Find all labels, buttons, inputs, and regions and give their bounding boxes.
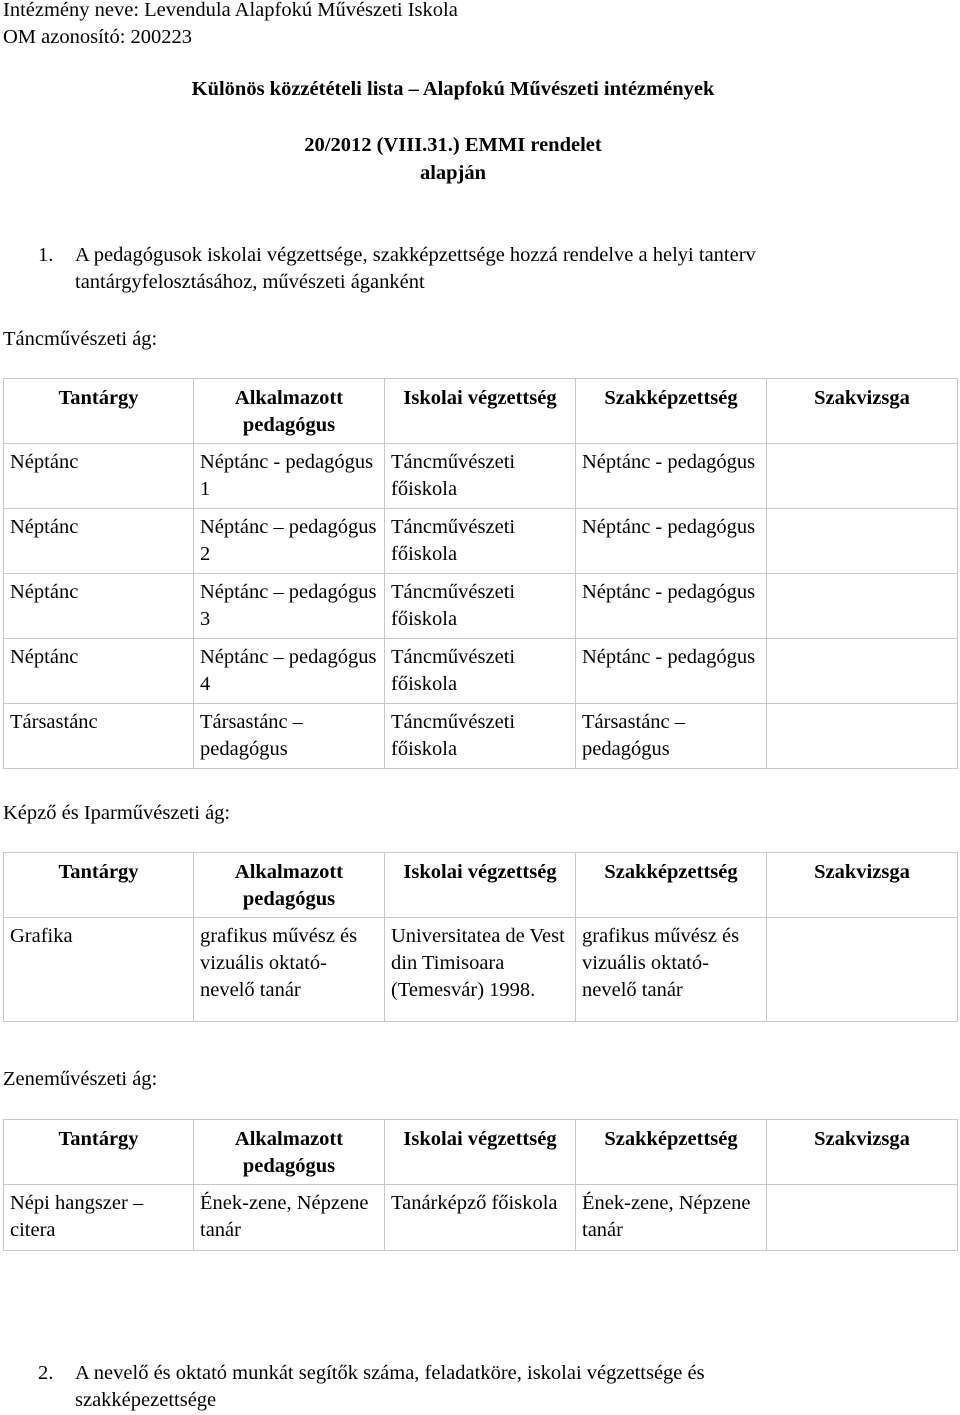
- cell-education: Táncművészeti főiskola: [385, 509, 576, 574]
- column-header-subject: Tantárgy: [4, 379, 194, 444]
- document-title: Különös közzétételi lista – Alapfokú Művészeti intézmények: [191, 78, 715, 100]
- cell-exam: [767, 704, 958, 769]
- table-row: [4, 444, 958, 509]
- section2-heading-2: szakképezettsége: [75, 1389, 217, 1411]
- cell-subject: Néptánc: [4, 639, 194, 704]
- document-subtitle-2: alapján: [419, 162, 487, 184]
- cell-qualification: Néptánc - pedagógus: [576, 509, 767, 574]
- table-header-row: [4, 1120, 958, 1185]
- table-row: [4, 1185, 958, 1251]
- dance-table: [3, 378, 958, 769]
- cell-education: Tanárképző főiskola: [385, 1185, 576, 1251]
- cell-qualification: Néptánc - pedagógus: [576, 574, 767, 639]
- branch-label-music: Zeneművészeti ág:: [3, 1068, 158, 1090]
- cell-subject: Népi hangszer – citera: [4, 1185, 194, 1251]
- column-header-exam: Szakvizsga: [767, 853, 958, 918]
- cell-qualification: Néptánc - pedagógus: [576, 639, 767, 704]
- column-header-teacher: Alkalmazott pedagógus: [194, 379, 385, 444]
- cell-exam: [767, 509, 958, 574]
- section2-number: 2.: [38, 1362, 54, 1384]
- table-row: [4, 918, 958, 1022]
- cell-teacher: Ének-zene, Népzene tanár: [194, 1185, 385, 1251]
- cell-subject: Társastánc: [4, 704, 194, 769]
- column-header-teacher: Alkalmazott pedagógus: [194, 1120, 385, 1185]
- cell-education: Táncművészeti főiskola: [385, 704, 576, 769]
- branch-label-fine-arts: Képző és Iparművészeti ág:: [3, 802, 231, 824]
- cell-education: Universitatea de Vest din Timisoara (Temesvár) 1998.: [385, 918, 576, 1022]
- section1-heading: A pedagógusok iskolai végzettsége, szakképzettsége hozzá rendelve a helyi tanterv: [75, 244, 756, 266]
- column-header-qualification: Szakképzettség: [576, 379, 767, 444]
- cell-education: Táncművészeti főiskola: [385, 574, 576, 639]
- column-header-education: Iskolai végzettség: [385, 853, 576, 918]
- cell-subject: Néptánc: [4, 574, 194, 639]
- cell-teacher: Néptánc - pedagógus 1: [194, 444, 385, 509]
- column-header-education: Iskolai végzettség: [385, 379, 576, 444]
- cell-qualification: Néptánc - pedagógus: [576, 444, 767, 509]
- document-subtitle: 20/2012 (VIII.31.) EMMI rendelet: [304, 134, 602, 156]
- column-header-qualification: Szakképzettség: [576, 1120, 767, 1185]
- table-row: [4, 574, 958, 639]
- table-header-row: [4, 379, 958, 444]
- cell-qualification: grafikus művész és vizuális oktató-nevelő tanár: [576, 918, 767, 1022]
- cell-teacher: Néptánc – pedagógus 3: [194, 574, 385, 639]
- section1-number: 1.: [38, 244, 54, 266]
- column-header-qualification: Szakképzettség: [576, 853, 767, 918]
- section1-heading-2: tantárgyfelosztásához, művészeti áganként: [75, 271, 425, 293]
- cell-qualification: Társastánc – pedagógus: [576, 704, 767, 769]
- cell-education: Táncművészeti főiskola: [385, 444, 576, 509]
- cell-exam: [767, 444, 958, 509]
- column-header-subject: Tantárgy: [4, 853, 194, 918]
- cell-teacher: Társastánc – pedagógus: [194, 704, 385, 769]
- branch-label-dance: Táncművészeti ág:: [3, 328, 158, 350]
- column-header-exam: Szakvizsga: [767, 1120, 958, 1185]
- cell-teacher: Néptánc – pedagógus 4: [194, 639, 385, 704]
- column-header-subject: Tantárgy: [4, 1120, 194, 1185]
- section2-heading: A nevelő és oktató munkát segítők száma, feladatköre, iskolai végzettsége és: [75, 1362, 705, 1384]
- cell-subject: Néptánc: [4, 509, 194, 574]
- cell-exam: [767, 574, 958, 639]
- column-header-exam: Szakvizsga: [767, 379, 958, 444]
- cell-teacher: grafikus művész és vizuális oktató-nevelő tanár: [194, 918, 385, 1022]
- cell-exam: [767, 918, 958, 1022]
- column-header-teacher: Alkalmazott pedagógus: [194, 853, 385, 918]
- om-id: OM azonosító: 200223: [3, 26, 193, 48]
- cell-exam: [767, 1185, 958, 1251]
- cell-education: Táncművészeti főiskola: [385, 639, 576, 704]
- cell-subject: Néptánc: [4, 444, 194, 509]
- music-table: [3, 1119, 958, 1251]
- table-row: [4, 704, 958, 769]
- column-header-education: Iskolai végzettség: [385, 1120, 576, 1185]
- cell-exam: [767, 639, 958, 704]
- table-row: [4, 639, 958, 704]
- cell-subject: Grafika: [4, 918, 194, 1022]
- institution-name: Intézmény neve: Levendula Alapfokú Művészeti Iskola: [3, 0, 458, 21]
- table-row: [4, 509, 958, 574]
- fine-arts-table: [3, 852, 958, 1022]
- table-header-row: [4, 853, 958, 918]
- cell-qualification: Ének-zene, Népzene tanár: [576, 1185, 767, 1251]
- cell-teacher: Néptánc – pedagógus 2: [194, 509, 385, 574]
